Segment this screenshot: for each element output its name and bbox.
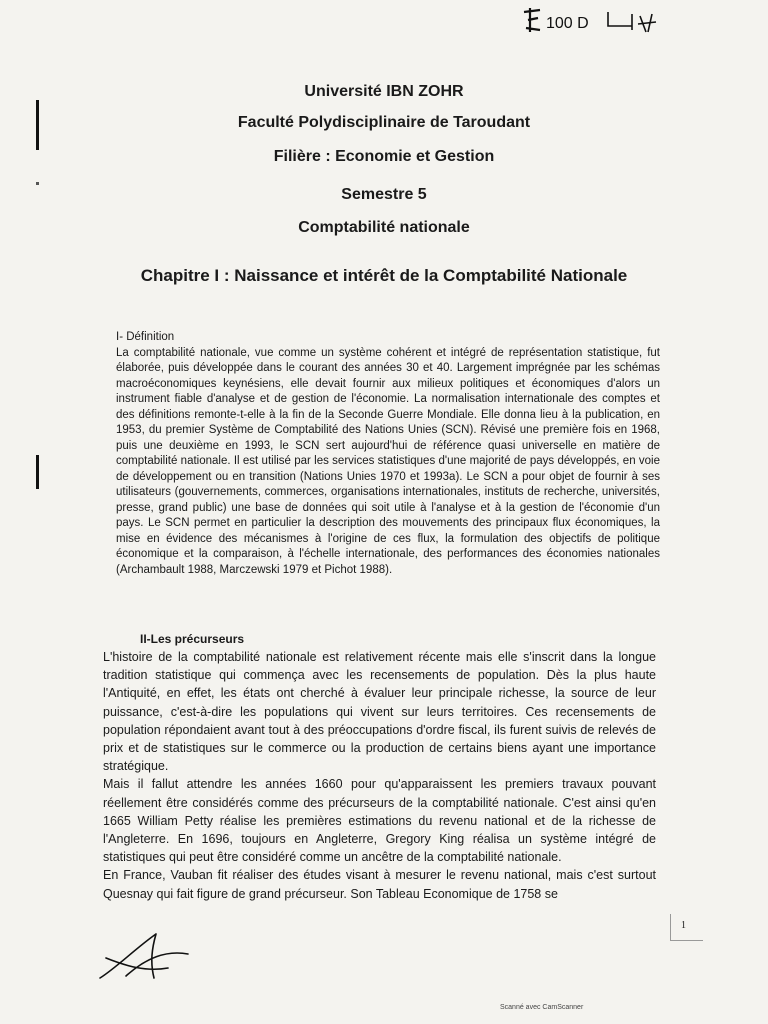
section-paragraph: En France, Vauban fit réaliser des études visant à mesurer le revenu national, mais c'est surtout Quesnay qui fait figure de grand précurseur. Son Tableau Economique de 1758 se bbox=[103, 868, 656, 901]
margin-mark bbox=[36, 455, 39, 489]
section-title: II-Les précurseurs bbox=[140, 632, 245, 646]
scanner-watermark: Scanné avec CamScanner bbox=[500, 1004, 584, 1011]
svg-text:100 D: 100 D bbox=[546, 15, 589, 32]
section-precursors bbox=[103, 648, 656, 903]
section-paragraph: Mais il fallut attendre les années 1660 pour qu'apparaissent les premiers travaux pouvant réellement être considérés comme des précurseurs de la comptabilité nationale. C'est ainsi qu'en 1665 William Petty réalise les premières estimations du revenu national et de la richesse de l'Angleterre. En 1696, toujours en Angleterre, Gregory King réalisa un système intégré de statistiques qui peut être considéré comme un ancêtre de la comptabilité nationale. bbox=[103, 777, 656, 865]
section-paragraph: La comptabilité nationale, vue comme un système cohérent et intégré de représentation statistique, fut élaborée, puis développée dans le courant des années 30 et 40. Largement imprégnée par les schémas macroéconomiques keynésiens, elle devait fournir aux milieux politiques et économiques d'alors un instrument fiable d'analyse et de gestion de l'économie. La normalisation internationale des comptes et des définitions remonte-t-elle à la fin de la Seconde Guerre Mondiale. Elle donna lieu à la publication, en 1953, du premier Système de Comptabilité des Nations Unies (SCN). Révisé une première fois en 1968, puis une deuxième en 1993, le SCN sert aujourd'hui de référence quasi universelle en matière de comptabilité nationale. Il est utilisé par les services statistiques d'une majorité de pays développés, en voie de développement ou en transition (Nations Unies 1970 et 1993a). Le SCN a pour objet de fournir à ses utilisateurs (gouvernements, commerces, organisations internationales, instituts de recherche, universités, presse, grand public) une base de données qui soit utile à l'analyse et à la gestion de l'économie d'un pays. Le SCN permet en particulier la description des mouvements des principaux flux économiques, la mise en évidence des mécanismes à l'origine de ces flux, la formulation des objectifs de politique économique et la comparaison, à l'échelle internationale, des performances des économies nationales (Archambault 1988, Marczewski 1979 et Pichot 1988). bbox=[116, 346, 660, 576]
filiere-label: Filière : Economie et Gestion bbox=[273, 148, 495, 165]
page-number-box bbox=[670, 914, 703, 941]
course-title: Comptabilité nationale bbox=[298, 219, 470, 236]
signature bbox=[96, 928, 206, 984]
semester-label: Semestre 5 bbox=[341, 186, 427, 203]
section-paragraph: L'histoire de la comptabilité nationale est relativement récente mais elle s'inscrit dans la longue tradition statistique qui commença avec les recensements de population. Dès la plus haute l'Antiquité, en effet, les états ont cherché à évaluer leur principale richesse, la source de leur puissance, c'est-à-dire les populations qui vivent sur leurs territoires. Ces recensements de population répondaient avant tout à des préoccupations d'ordre fiscal, ils furent suivis de relevés de prix et de statistiques sur le commerce ou la production de certains biens ayant une importance stratégique. bbox=[103, 650, 656, 774]
handwritten-note bbox=[522, 4, 690, 38]
faculty-name: Faculté Polydisciplinaire de Taroudant bbox=[237, 114, 531, 131]
section-title: I- Définition bbox=[116, 331, 175, 343]
margin-dot bbox=[36, 182, 39, 185]
university-name: Université IBN ZOHR bbox=[304, 83, 464, 100]
section-definition bbox=[116, 330, 660, 578]
page-number: 1 bbox=[681, 920, 686, 931]
chapter-title: Chapitre I : Naissance et intérêt de la Comptabilité Nationale bbox=[140, 266, 628, 285]
